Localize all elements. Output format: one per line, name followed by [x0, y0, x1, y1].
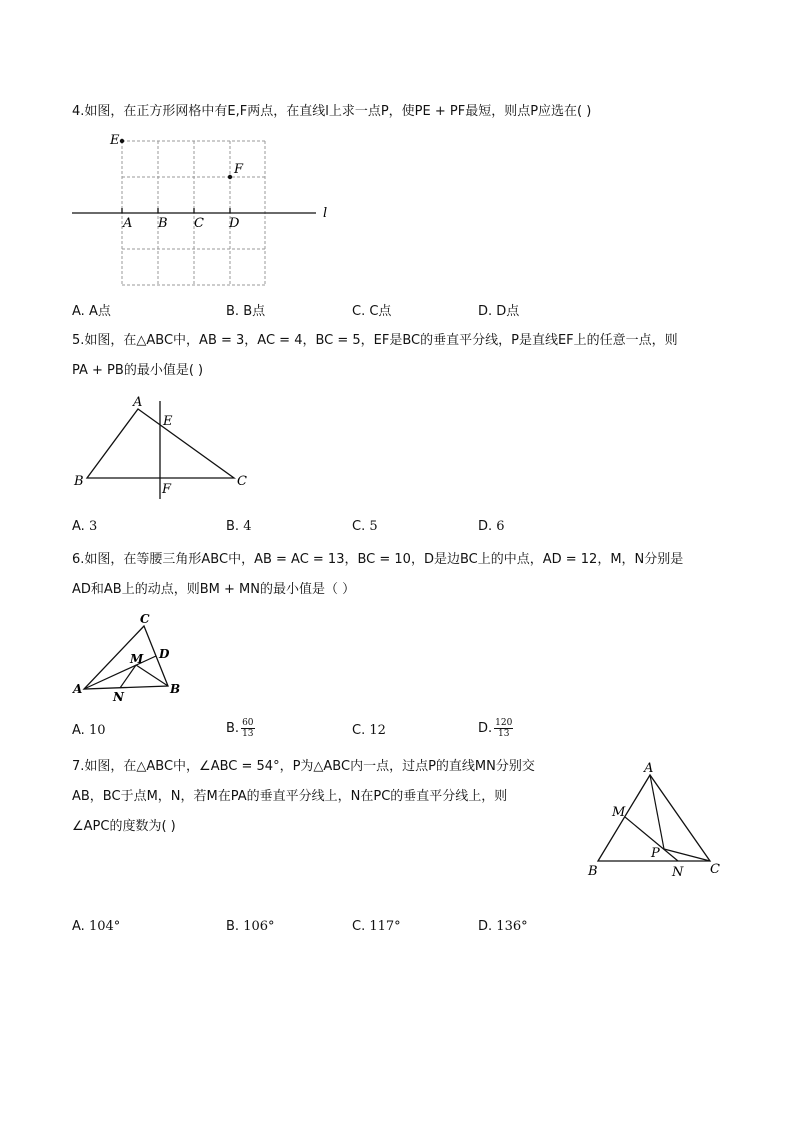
- question-6-stem-line2: AD和AB上的动点，则BM + MN的最小值是（ ）: [72, 582, 356, 597]
- question-5-stem-line2: PA + PB的最小值是( ): [72, 363, 204, 378]
- question-7-stem-line2: AB，BC于点M，N，若M在PA的垂直平分线上，N在PC的垂直平分线上，则: [72, 789, 508, 804]
- question-6-options: [72, 718, 722, 738]
- label-b: B: [158, 216, 168, 231]
- label-a: A: [73, 682, 83, 696]
- question-7-stem-line3: ∠APC的度数为( ): [72, 819, 176, 834]
- question-4-stem: 4.如图，在正方形网格中有E,F两点，在直线l上求一点P，使PE + PF最短，则点P应选在( ): [72, 104, 592, 119]
- option-a[interactable]: A. 104°: [72, 919, 121, 934]
- question-5-options: [72, 519, 722, 539]
- option-a[interactable]: A. 10: [72, 723, 106, 738]
- label-n: N: [113, 690, 124, 704]
- label-c: C: [710, 862, 720, 877]
- option-c[interactable]: C. 12: [352, 723, 386, 738]
- option-d[interactable]: D. D点: [478, 304, 520, 319]
- label-m: M: [130, 652, 144, 666]
- question-4-options: [72, 300, 722, 320]
- option-c[interactable]: C. 5: [352, 519, 378, 534]
- question-5-figure: [70, 393, 260, 503]
- label-c: C: [237, 474, 247, 489]
- label-b: B: [74, 474, 84, 489]
- label-e: E: [110, 133, 120, 148]
- label-n: N: [672, 865, 684, 880]
- option-a[interactable]: A. 3: [72, 519, 98, 534]
- label-c: C: [194, 216, 204, 231]
- label-f: F: [234, 162, 244, 177]
- label-d: D: [229, 216, 240, 231]
- option-b[interactable]: B. B点: [226, 304, 266, 319]
- question-5-stem-line1: 5.如图，在△ABC中，AB = 3，AC = 4，BC = 5，EF是BC的垂直平分线，P是直线EF上的任意一点，则: [72, 333, 678, 348]
- option-a[interactable]: A. A点: [72, 304, 111, 319]
- fraction: $\frac{120}{13}$: [495, 718, 513, 739]
- label-m: M: [612, 805, 626, 820]
- point-e: [120, 139, 124, 143]
- option-d[interactable]: D. 6: [478, 519, 505, 534]
- label-e: E: [163, 414, 173, 429]
- question-7-figure: [580, 755, 730, 885]
- option-b[interactable]: B. $\frac{60}{13}$: [226, 718, 254, 739]
- label-b: B: [170, 682, 181, 696]
- label-a: A: [133, 395, 143, 410]
- label-b: B: [588, 864, 598, 879]
- question-4-figure: [70, 128, 340, 293]
- label-a: A: [123, 216, 133, 231]
- label-a: A: [644, 761, 654, 776]
- question-7: [72, 752, 572, 842]
- label-f: F: [162, 482, 172, 497]
- point-f: [228, 175, 232, 179]
- median-ad: [84, 656, 156, 689]
- fraction: $\frac{60}{13}$: [242, 718, 254, 739]
- option-c[interactable]: C. C点: [352, 304, 392, 319]
- label-c: C: [140, 612, 150, 626]
- question-5: [72, 326, 722, 386]
- option-c[interactable]: C. 117°: [352, 919, 401, 934]
- label-d: D: [159, 647, 170, 661]
- question-4: [72, 97, 722, 127]
- option-b[interactable]: B. 106°: [226, 919, 275, 934]
- question-7-options: [72, 919, 722, 939]
- question-7-stem-line1: 7.如图，在△ABC中，∠ABC = 54°，P为△ABC内一点，过点P的直线MN分别交: [72, 759, 535, 774]
- option-b[interactable]: B. 4: [226, 519, 252, 534]
- option-d[interactable]: D. $\frac{120}{13}$: [478, 718, 513, 739]
- label-p: P: [651, 846, 660, 861]
- question-6: [72, 545, 722, 605]
- question-6-figure: [70, 610, 190, 705]
- label-l: l: [323, 206, 328, 221]
- option-d[interactable]: D. 136°: [478, 919, 528, 934]
- question-6-stem-line1: 6.如图，在等腰三角形ABC中，AB = AC = 13，BC = 10，D是边BC上的中点，AD = 12，M，N分别是: [72, 552, 684, 567]
